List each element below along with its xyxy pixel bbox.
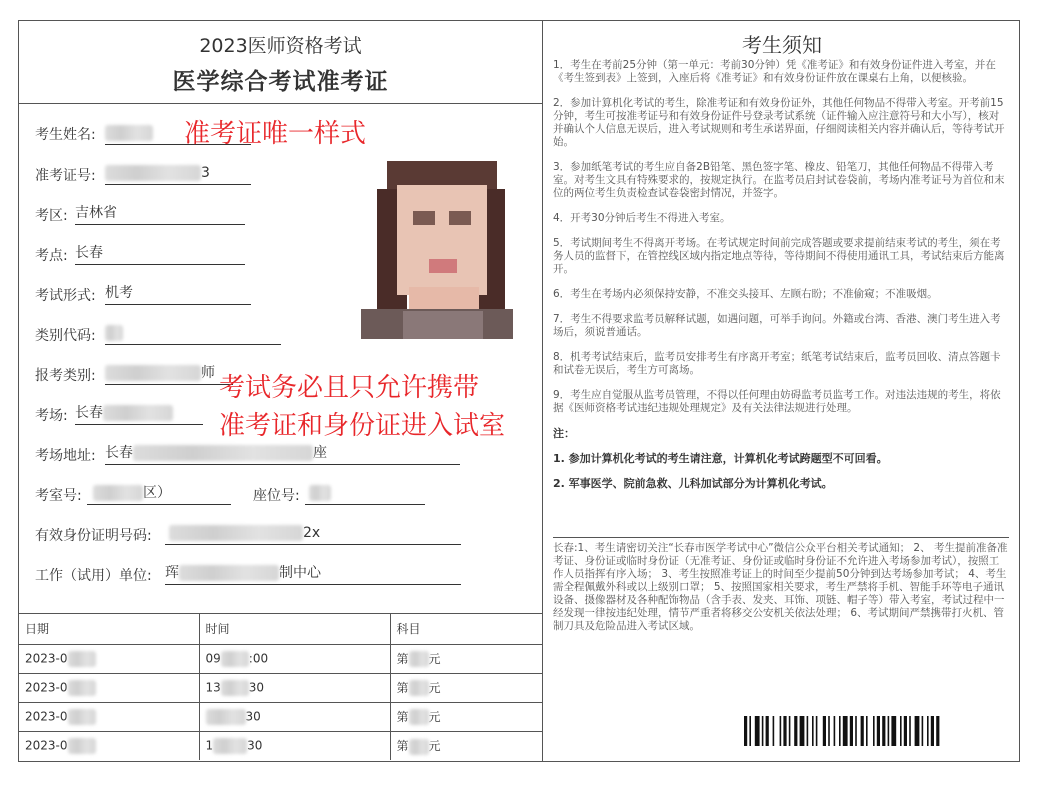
schedule-subject: 第 元 bbox=[390, 702, 542, 731]
id-number-value bbox=[165, 523, 461, 545]
schedule-subject: 第 元 bbox=[390, 644, 542, 673]
notice-item: 4．开考30分钟后考生不得进入考室。 bbox=[553, 212, 731, 224]
ticket-number-label: 准考证号: bbox=[35, 168, 96, 184]
notice-item: 2．参加计算机化考试的考生，除准考证和有效身份证外，其他任何物品不得带入考室。开考前15分钟，考生可按准考证号和有效身份证件号登录考试系统（证件输入应注意符号和大小写），核对并确认个人信息无误后，进入考试规则和考生承诺界面，仔细阅读相关内容并确认后，等待考试开始。 bbox=[553, 97, 1005, 148]
category-code-value bbox=[105, 323, 281, 345]
notice-title: 考生须知 bbox=[742, 33, 822, 57]
barcode-bar bbox=[931, 716, 934, 746]
redacted-name bbox=[105, 125, 153, 141]
redacted-room bbox=[103, 405, 173, 421]
barcode-bar bbox=[823, 716, 826, 746]
barcode-bar bbox=[783, 716, 786, 746]
column-divider bbox=[542, 21, 543, 761]
notice-item: 5．考试期间考生不得离开考场。在考试规定时间前完成答题或要求提前结束考试的考生，须在考务人员的监督下，在管控线区域内指定地点等待，等待期间不得使用通讯工具，考试结束后方能离开。 bbox=[553, 237, 1005, 275]
ticket-number-suffix: 3 bbox=[201, 165, 210, 181]
barcode-bar bbox=[909, 716, 911, 746]
barcode-bar bbox=[891, 716, 896, 746]
barcode-bar bbox=[812, 716, 814, 746]
ticket-number-value bbox=[105, 163, 251, 185]
employer-label: 工作（试用）单位: bbox=[35, 568, 152, 584]
name-label: 考生姓名: bbox=[35, 127, 96, 143]
barcode-bar bbox=[904, 716, 907, 746]
barcode-bar bbox=[866, 716, 868, 746]
apply-type-value bbox=[105, 363, 233, 385]
barcode-bar bbox=[800, 716, 805, 746]
table-row bbox=[19, 644, 542, 673]
schedule-date: 2023-0 bbox=[19, 731, 199, 760]
site-label: 考点: bbox=[35, 248, 68, 264]
barcode-bar bbox=[816, 716, 818, 746]
barcode-bar bbox=[807, 716, 809, 746]
barcode-bar bbox=[789, 716, 791, 746]
barcode-bar bbox=[922, 716, 924, 746]
notice-note-2: 2. 军事医学、院前急救、儿科加试部分为计算机化考试。 bbox=[553, 477, 833, 490]
barcode-bar bbox=[855, 716, 857, 746]
barcode-bar bbox=[766, 716, 769, 746]
admission-ticket bbox=[18, 20, 1020, 762]
barcode-bar bbox=[843, 716, 848, 746]
barcode-bar bbox=[773, 716, 775, 746]
notice-body bbox=[553, 59, 1009, 502]
address-label: 考场地址: bbox=[35, 448, 96, 464]
schedule-time: 13 30 bbox=[199, 673, 390, 702]
exam-mode-value: 机考 bbox=[105, 283, 251, 305]
notice-item: 8．机考考试结束后，监考员安排考生有序离开考室；纸笔考试结束后，监考员回收、清点答题卡和试卷无误后，考生方可离场。 bbox=[553, 351, 1001, 376]
schedule-subject: 第 元 bbox=[390, 673, 542, 702]
unique-style-annotation: 准考证唯一样式 bbox=[184, 119, 367, 149]
local-notice: 长春:1、考生请密切关注“长春市医学考试中心”微信公众平台相关考试通知； 2、 考生提前准备准考证、身份证或临时身份证（无准考证、身份证或临时身份证不允许进入考场参加考试），按照工作人员指挥有序入场； 3、考生按照准考证上的时间至少提前50分钟到达考场参加考试； 4、考生需全程佩戴外科或以上级别口罩； 5、按照国家相关要求，考生严禁将手机、智能手环等电子通讯设备、摄像器材及各种配饰物品（含手表、发夹、耳饰、项链、帽子等）带入考室，考试过程中一经发现一律按违纪处理，情节严重者将移交公安机关依法处理； 6、考试期间严禁携带打火机、管制刀具及危险品进入考试区域。 bbox=[553, 542, 1008, 632]
apply-type-suffix: 师 bbox=[201, 365, 215, 381]
redacted-seat bbox=[309, 485, 331, 501]
barcode-bar bbox=[936, 716, 939, 746]
exam-schedule-table bbox=[19, 614, 542, 760]
barcode-bar bbox=[927, 716, 929, 746]
redacted-id-number bbox=[169, 525, 303, 541]
schedule-time: 30 bbox=[199, 702, 390, 731]
notice-item: 3．参加纸笔考试的考生应自备2B铅笔、黑色签字笔、橡皮、铅笔刀，其他任何物品不得带入考室。对考生文具有特殊要求的，按规定执行。在监考员启封试卷袋前，考场内准考证号为首位和末位的两位考生负责检查试卷袋密封情况，并签字。 bbox=[553, 161, 1005, 199]
table-row bbox=[19, 673, 542, 702]
candidate-photo bbox=[357, 159, 517, 339]
exam-mode-label: 考试形式: bbox=[35, 288, 96, 304]
schedule-header-subject: 科目 bbox=[396, 622, 421, 637]
schedule-header-date: 日期 bbox=[19, 614, 199, 644]
redacted-employer bbox=[179, 565, 279, 581]
schedule-header-time: 时间 bbox=[199, 614, 390, 644]
notice-item: 9．考生应自觉服从监考员管理，不得以任何理由妨碍监考员监考工作。对违法违规的考生，将依据《医师资格考试违纪违规处理规定》及有关法律法规进行处理。 bbox=[553, 389, 1001, 414]
region-value: 吉林省 bbox=[75, 203, 245, 225]
address-value bbox=[105, 443, 460, 465]
employer-value bbox=[165, 563, 461, 585]
carry-annotation-line2: 准考证和身份证进入试室 bbox=[219, 411, 506, 441]
barcode-bar bbox=[762, 716, 764, 746]
notice-note-1: 1. 参加计算机化考试的考生请注意，计算机化考试跨题型不可回看。 bbox=[553, 452, 888, 465]
redacted-address bbox=[133, 445, 313, 461]
carry-annotation-line1: 考试务必且只允许携带 bbox=[219, 373, 480, 403]
room-prefix: 长春 bbox=[75, 405, 103, 421]
room-value bbox=[75, 403, 203, 425]
barcode-bar bbox=[882, 716, 885, 746]
table-row bbox=[19, 702, 542, 731]
exam-room-suffix: 区） bbox=[143, 485, 171, 501]
employer-suffix: 制中心 bbox=[279, 565, 321, 581]
barcode-bar bbox=[834, 716, 836, 746]
barcode bbox=[744, 716, 1012, 746]
schedule-time: 09 :00 bbox=[199, 644, 390, 673]
apply-type-label: 报考类别: bbox=[35, 368, 96, 384]
exam-room-label: 考室号: bbox=[35, 488, 82, 504]
ticket-title: 医学综合考试准考证 bbox=[172, 69, 389, 95]
region-label: 考区: bbox=[35, 208, 68, 224]
barcode-bar bbox=[850, 716, 853, 746]
barcode-bar bbox=[861, 716, 864, 746]
barcode-bar bbox=[888, 716, 890, 746]
notice-item: 1．考生在考前25分钟（第一单元：考前30分钟）凭《准考证》和有效身份证件进入考室，并在《考生签到表》上签到，入座后将《准考证》和有效身份证件放在课桌右上角，以便核验。 bbox=[553, 59, 996, 84]
notice-item: 7．考生不得要求监考员解释试题，如遇问题，可举手询问。外籍或台湾、香港、澳门考生进入考场后，须说普通话。 bbox=[553, 313, 1001, 338]
barcode-bar bbox=[794, 716, 797, 746]
id-number-label: 有效身份证明号码: bbox=[35, 528, 152, 544]
barcode-bar bbox=[915, 716, 920, 746]
exam-room-value bbox=[87, 483, 231, 505]
schedule-date: 2023-0 bbox=[19, 673, 199, 702]
category-code-label: 类别代码: bbox=[35, 328, 96, 344]
table-row bbox=[19, 731, 542, 760]
barcode-bar bbox=[755, 716, 760, 746]
barcode-bar bbox=[877, 716, 880, 746]
barcode-bar bbox=[744, 716, 747, 746]
barcode-bar bbox=[873, 716, 875, 746]
seat-label: 座位号: bbox=[253, 488, 300, 504]
exam-year-title: 2023医师资格考试 bbox=[199, 35, 362, 57]
schedule-date: 2023-0 bbox=[19, 644, 199, 673]
seat-value bbox=[305, 483, 425, 505]
notice-divider bbox=[553, 537, 1009, 538]
notice-item: 6．考生在考场内必须保持安静，不准交头接耳、左顾右盼；不准偷窥；不准吸烟。 bbox=[553, 288, 938, 300]
barcode-bar bbox=[839, 716, 841, 746]
notice-note-title: 注： bbox=[553, 427, 575, 440]
address-prefix: 长春 bbox=[105, 445, 133, 461]
room-label: 考场: bbox=[35, 408, 68, 424]
barcode-bar bbox=[900, 716, 902, 746]
schedule-time: 1 30 bbox=[199, 731, 390, 760]
header-divider bbox=[19, 103, 542, 104]
employer-prefix: 珲 bbox=[165, 565, 179, 581]
schedule-date: 2023-0 bbox=[19, 702, 199, 731]
schedule-header-row bbox=[19, 614, 542, 644]
redacted-apply-type bbox=[105, 365, 201, 381]
redacted-ticket-number bbox=[105, 165, 201, 181]
schedule-subject: 第 元 bbox=[390, 731, 542, 760]
redacted-category-code bbox=[105, 325, 123, 341]
id-number-suffix: 2x bbox=[303, 525, 321, 541]
barcode-bar bbox=[780, 716, 782, 746]
site-value: 长春 bbox=[75, 243, 245, 265]
barcode-bar bbox=[749, 716, 751, 746]
address-suffix: 座 bbox=[313, 445, 327, 461]
barcode-bar bbox=[828, 716, 830, 746]
redacted-exam-room bbox=[93, 485, 143, 501]
